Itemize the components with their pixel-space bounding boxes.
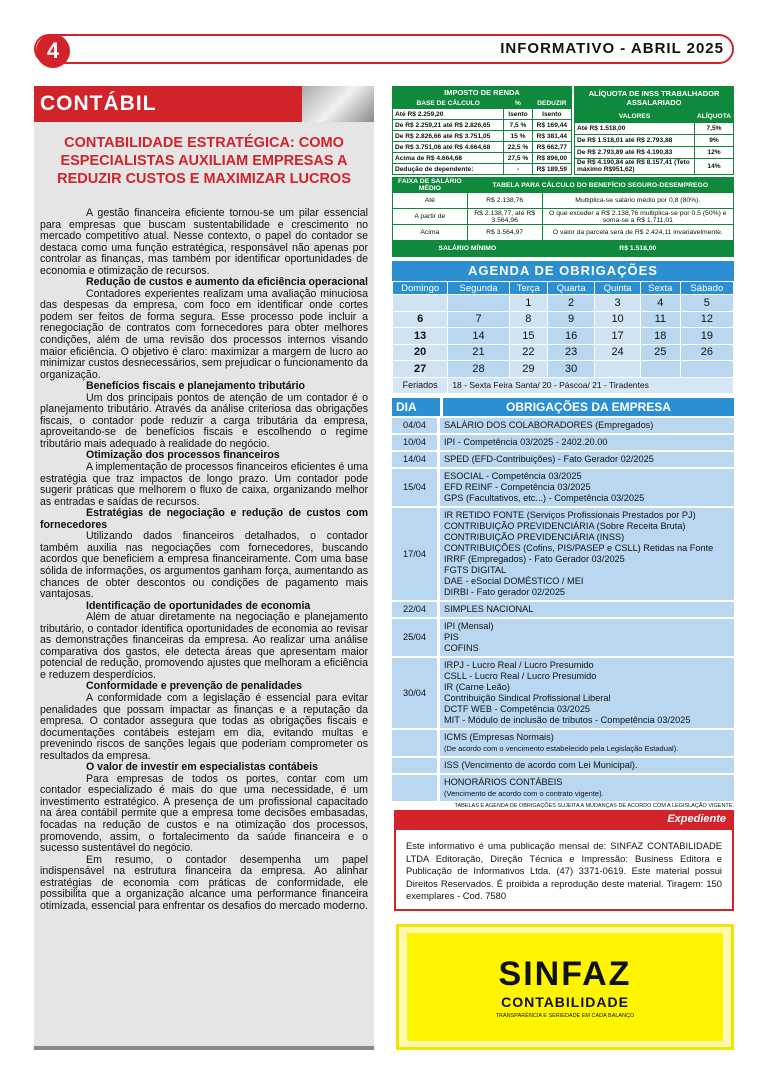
article-paragraph: Contadores experientes realizam uma avaliação minuciosa das despesas da empresa, com foco em identificar onde cortes podem ser feitos de forma segura. Esse processo pode incluir a renegociação de contratos com fornecedores para obter melhores condições, além de uma revisão dos processos internos visando maior eficiência. O objetivo é claro: maximizar a margem de lucro ao minimizar custos desnecessários, sem prejudicar o funcionamento da organização. [40, 287, 368, 381]
tax-tables [392, 86, 734, 175]
salario-minimo-value: R$ 1.518,00 [542, 241, 733, 257]
seguro-h1: FAIXA DE SALÁRIO MÉDIO [393, 178, 468, 193]
obrig-note: TABELAS E AGENDA DE OBRIGAÇÕES SUJEITA A MUDANÇAS DE ACORDO COM A LEGISLAÇÃO VIGENTE. [454, 803, 734, 809]
calendar-day: 9 [547, 311, 594, 328]
seguro-table [392, 177, 734, 257]
article-paragraph: A implementação de processos financeiros eficientes é uma estratégia que traz impactos de longo prazo. Um contador pode sugerir práticas que melhorem o fluxo de caixa, organizando melhor as entradas e saídas de recursos. [40, 461, 368, 508]
ir-cell: Isento [504, 109, 532, 120]
calendar-day: 17 [595, 328, 641, 345]
calendar-week [393, 361, 734, 378]
seguro-cell: O valor da parcela será de R$ 2.424,11 invariavelmente. [542, 225, 733, 241]
obligation-item: CSLL - Lucro Real / Lucro Presumido [444, 671, 597, 681]
article-subheading: Redução de custos e aumento da eficiência operacional [86, 276, 368, 289]
obligation-date: 17/04 [392, 508, 440, 600]
ir-col-header: % [504, 98, 532, 109]
inss-cell: 12% [695, 146, 734, 158]
agenda-title: AGENDA DE OBRIGAÇÕES [392, 261, 734, 281]
calendar-day: 27 [393, 361, 448, 378]
tables-column [392, 86, 734, 809]
logo-tagline: TRANSPARÊNCIA E SERIEDADE EM CADA BALANÇO [495, 1013, 635, 1019]
inss-cell: 7,5% [695, 122, 734, 134]
expediente-title: Expediente [396, 812, 732, 830]
article-paragraph: A conformidade com a legislação é essencial para evitar penalidades que possam impactar as finanças e a reputação da empresa. O contador assegura que todas as obrigações fiscais e documentações contábeis estejam em dia, evitando multas e prevenindo riscos de sanções legais que poderiam comprometer os resultados da empresa. [40, 691, 368, 762]
inss-row [575, 122, 734, 134]
weekday-header: Terça [509, 282, 547, 295]
calendar-day: 13 [393, 328, 448, 345]
obligation-item: DIRBI - Fato gerador 02/2025 [444, 587, 566, 597]
inss-cell: 14% [695, 158, 734, 174]
seguro-row [393, 225, 734, 241]
inss-cell: De R$ 2.793,89 até R$ 4.190,83 [575, 146, 695, 158]
logo-name: SINFAZ [498, 955, 632, 993]
obligation-item: COFINS [444, 643, 479, 653]
obligation-item: ICMS (Empresas Normais) [444, 732, 554, 742]
obligations-table [392, 416, 734, 803]
calendar-week [393, 328, 734, 345]
obligation-item: GPS (Facultativos, etc...) - Competência 03/2025 [444, 493, 645, 503]
obligation-items [440, 619, 734, 656]
ir-cell: 15 % [504, 131, 532, 142]
obligation-item: DAE - eSocial DOMÉSTICO / MEI [444, 576, 584, 586]
calendar-day: 2 [547, 295, 594, 312]
calendar-day: 23 [547, 344, 594, 361]
inss-cell: De R$ 1.518,01 até R$ 2.793,88 [575, 134, 695, 146]
obligation-item: IR RETIDO FONTE (Serviços Profissionais Prestados por PJ) [444, 510, 696, 520]
obligation-items [440, 602, 734, 617]
obligation-row [392, 619, 734, 656]
inss-col-header: VALORES [575, 110, 695, 122]
calendar-day [640, 361, 680, 378]
weekday-header: Quinta [595, 282, 641, 295]
article-paragraph: Para empresas de todos os portes, contar com um contador especializado é mais do que uma necessidade, é um investimento estratégico. A presença de um profissional capacitado na área contábil permite que a empresa tome decisões embasadas, focadas na redução de custos e na otimização dos processos, promovendo, assim, o fortalecimento da saúde financeira e o sucesso sustentável do negócio. [40, 772, 368, 855]
calendar-day [680, 361, 733, 378]
ir-cell: Até R$ 2.259,20 [393, 109, 504, 120]
obligation-item: CONTRIBUIÇÕES (Cofins, PIS/PASEP e CSLL) Retidas na Fonte [444, 543, 714, 553]
obligation-date: 15/04 [392, 469, 440, 506]
ir-cell: Isento [532, 109, 571, 120]
logo-sub: CONTABILIDADE [501, 994, 629, 1010]
obligation-items [440, 658, 734, 728]
section-label: CONTÁBIL [34, 86, 302, 122]
ir-cell: 27,5 % [504, 153, 532, 164]
ir-cell: R$ 189,59 [532, 164, 571, 175]
obligation-item: CONTRIBUIÇÃO PREVIDENCIÁRIA (INSS) [444, 532, 625, 542]
obligation-item: HONORÁRIOS CONTÁBEIS [444, 777, 563, 787]
calendar-day: 5 [680, 295, 733, 312]
agenda-calendar [392, 281, 734, 394]
ir-cell: De R$ 2.259,21 até R$ 2.826,65 [393, 120, 504, 131]
calendar-week [393, 311, 734, 328]
obligation-items [440, 775, 734, 801]
obligation-item: (De acordo com o vencimento estabelecido pela Legislação Estadual). [444, 744, 679, 753]
ir-cell: Acima de R$ 4.664,68 [393, 153, 504, 164]
obligation-date [392, 730, 440, 756]
calendar-day: 14 [448, 328, 509, 345]
ir-cell: De R$ 3.751,06 até R$ 4.664,68 [393, 142, 504, 153]
article-paragraph: A gestão financeira eficiente tornou-se um pilar essencial para empresas que buscam sustentabilidade e crescimento no mercado competitivo atual. Nesse contexto, o papel do contador se destaca como uma função estratégica, responsável não apenas por controlar as finanças, mas também por identificar oportunidades de economia e otimização de recursos. [40, 207, 368, 277]
obligation-item: Contribuição Sindical Profissional Liberal [444, 693, 611, 703]
calendar-day: 8 [509, 311, 547, 328]
article-subheading: Estratégias de negociação e redução de custos com fornecedores [40, 507, 368, 531]
obligation-items [440, 730, 734, 756]
ir-table [392, 86, 572, 175]
obligation-date: 14/04 [392, 452, 440, 467]
obligation-row [392, 602, 734, 617]
seguro-cell: R$ 2.138,76 [467, 193, 542, 209]
calculator-image [302, 86, 374, 122]
expediente-text: Este informativo é uma publicação mensal de: SINFAZ CONTABILIDADE LTDA Editoração, Direção Técnica e Impressão: Business Editora e Publicação de Informativos Ltda. (47) 3371-0619. Este material possui Direitos Reservados. É proibida a reprodução deste material. Tiragem: 150 exemplares - Cod. 7580 [406, 840, 722, 901]
seguro-cell: R$ 3.564,97 [467, 225, 542, 241]
obligation-item: IRPJ - Lucro Real / Lucro Presumido [444, 660, 594, 670]
obligation-item: PIS [444, 632, 459, 642]
obligation-item: ESOCIAL - Competência 03/2025 [444, 471, 582, 481]
obligation-row [392, 469, 734, 506]
seguro-cell: Multiplica-se salário médio por 0,8 (80%). [542, 193, 733, 209]
weekday-header: Domingo [393, 282, 448, 295]
seguro-cell: Até [393, 193, 468, 209]
calendar-day: 4 [640, 295, 680, 312]
obligation-date [392, 758, 440, 773]
inss-cell: 9% [695, 134, 734, 146]
calendar-day: 28 [448, 361, 509, 378]
weekday-header: Segunda [448, 282, 509, 295]
ir-row [393, 153, 572, 164]
obligation-item: SALÁRIO DOS COLABORADORES (Empregados) [444, 420, 654, 430]
inss-title: ALÍQUOTA DE INSS TRABALHADOR ASSALARIADO [575, 87, 734, 111]
calendar-day: 10 [595, 311, 641, 328]
inss-cell: Até R$ 1.518,00 [575, 122, 695, 134]
article-paragraph: Um dos principais pontos de atenção de um contador é o planejamento tributário. Através da análise criteriosa das obrigações fiscais, o contador pode reduzir a carga tributária da empresa, aproveitando-se de benefícios fiscais e escolhendo o regime tributário mais adequado à realidade do negócio. [40, 391, 368, 450]
ir-cell: De R$ 2.826,66 até R$ 3.751,05 [393, 131, 504, 142]
article-subheading: Benefícios fiscais e planejamento tributário [86, 380, 305, 393]
calendar-day: 24 [595, 344, 641, 361]
calendar-day: 18 [640, 328, 680, 345]
article-paragraph: Utilizando dados financeiros detalhados, o contador também auxilia nas negociações com fornecedores, buscando acordos que beneficiem a empresa financeiramente. Com uma base sólida de informações, os argumentos ganham força, aumentando as chances de obter descontos ou condições de pagamento mais vantajosas. [40, 530, 368, 601]
obligation-items [440, 469, 734, 506]
ir-cell: 22,5 % [504, 142, 532, 153]
ir-title: IMPOSTO DE RENDA [393, 87, 572, 98]
page-number: 4 [36, 34, 70, 68]
seguro-row [393, 193, 734, 209]
calendar-day: 1 [509, 295, 547, 312]
ir-row [393, 109, 572, 120]
calendar-day: 19 [680, 328, 733, 345]
ir-cell: R$ 662,77 [532, 142, 571, 153]
calendar-day: 20 [393, 344, 448, 361]
obligation-item: IR (Carne Leão) [444, 682, 510, 692]
ir-row [393, 120, 572, 131]
inss-row [575, 146, 734, 158]
obligation-items [440, 418, 734, 433]
article-subheading: O valor de investir em especialistas contábeis [86, 761, 318, 774]
dia-header: DIA [392, 398, 440, 416]
seguro-cell: A partir de [393, 209, 468, 225]
article-column [34, 86, 374, 1050]
obligation-row [392, 758, 734, 773]
inss-col-header: ALÍQUOTA [695, 110, 734, 122]
inss-cell: De R$ 4.190,84 até R$ 8.157,41 (Teto máximo R$951,62) [575, 158, 695, 174]
ir-cell: R$ 169,44 [532, 120, 571, 131]
obligation-date: 25/04 [392, 619, 440, 656]
calendar-day: 30 [547, 361, 594, 378]
obligation-items [440, 435, 734, 450]
calendar-day: 7 [448, 311, 509, 328]
weekday-header: Quarta [547, 282, 594, 295]
obligation-row [392, 435, 734, 450]
newsletter-title: INFORMATIVO - ABRIL 2025 [500, 40, 724, 57]
obligation-item: SIMPLES NACIONAL [444, 604, 534, 614]
calendar-day: 22 [509, 344, 547, 361]
obligation-date: 04/04 [392, 418, 440, 433]
obligation-row [392, 775, 734, 801]
calendar-day [448, 295, 509, 312]
obrig-title: OBRIGAÇÕES DA EMPRESA [443, 398, 734, 416]
inss-table [574, 86, 734, 175]
article-subheading: Otimização dos processos financeiros [86, 449, 280, 462]
obligation-item: CONTRIBUIÇÃO PREVIDENCIÁRIA (Sobre Receita Bruta) [444, 521, 686, 531]
calendar-day: 29 [509, 361, 547, 378]
calendar-day [595, 361, 641, 378]
sinfaz-logo [396, 924, 734, 1050]
obligation-date: 22/04 [392, 602, 440, 617]
ir-row [393, 131, 572, 142]
inss-row [575, 134, 734, 146]
obligation-row [392, 508, 734, 600]
obligation-item: IPI - Competência 03/2025 - 2402.20.00 [444, 437, 608, 447]
calendar-day: 6 [393, 311, 448, 328]
obligation-item: (Vencimento de acordo com o contrato vigente). [444, 789, 604, 798]
salario-minimo-label: SALÁRIO MÍNIMO [393, 241, 543, 257]
inss-row [575, 158, 734, 174]
expediente-box [394, 810, 734, 911]
calendar-day: 16 [547, 328, 594, 345]
article-paragraph: Além de atuar diretamente na negociação e planejamento tributário, o contador identifica oportunidades de economia ao revisar as demonstrações financeiras da empresa. Ao realizar uma análise comparativa dos gastos, ele detecta áreas que apresentam maior potencial de redução, promovendo ajustes que melhoram a eficiência e reduzem desperdícios. [40, 611, 368, 681]
obligation-row [392, 658, 734, 728]
obligation-item: ISS (Vencimento de acordo com Lei Municipal). [444, 760, 638, 770]
ir-row [393, 164, 572, 175]
article-subheading: Conformidade e prevenção de penalidades [86, 680, 303, 693]
obligation-date: 10/04 [392, 435, 440, 450]
obligation-row [392, 730, 734, 756]
obligation-item: IRRF (Empregados) - Fato Gerador 03/2025 [444, 554, 625, 564]
weekday-header: Sábado [680, 282, 733, 295]
ir-cell: R$ 896,00 [532, 153, 571, 164]
ir-cell: R$ 381,44 [532, 131, 571, 142]
obligation-item: IPI (Mensal) [444, 621, 494, 631]
obligation-items [440, 508, 734, 600]
ir-col-header: DEDUZIR [532, 98, 571, 109]
article-paragraph: Em resumo, o contador desempenha um papel indispensável na estrutura financeira da empresa. Ao alinhar estratégias de economia com práticas de conformidade, ele possibilita que a organização alcance uma performance financeira otimizada, essencial para enfrentar os desafios do mercado moderno. [40, 853, 368, 912]
calendar-day: 15 [509, 328, 547, 345]
ir-row [393, 142, 572, 153]
obligation-items [440, 452, 734, 467]
seguro-cell: Acima [393, 225, 468, 241]
calendar-day: 11 [640, 311, 680, 328]
article-subheading: Identificação de oportunidades de economia [86, 599, 311, 612]
calendar-day: 25 [640, 344, 680, 361]
calendar-day: 12 [680, 311, 733, 328]
calendar-day: 3 [595, 295, 641, 312]
calendar-day: 21 [448, 344, 509, 361]
calendar-day: 26 [680, 344, 733, 361]
ir-cell: 7,5 % [504, 120, 532, 131]
ir-cell: Dedução de dependente: [393, 164, 504, 175]
obligation-item: FGTS DIGITAL [444, 565, 507, 575]
obligation-item: EFD REINF - Competência 03/2025 [444, 482, 591, 492]
calendar-week [393, 344, 734, 361]
obligation-items [440, 758, 734, 773]
obligation-row [392, 452, 734, 467]
obligation-date: 30/04 [392, 658, 440, 728]
calendar-day [393, 295, 448, 312]
article-body [40, 208, 368, 912]
obligation-item: DCTF WEB - Competência 03/2025 [444, 704, 591, 714]
obligation-row [392, 418, 734, 433]
seguro-row [393, 209, 734, 225]
seguro-cell: R$ 2.138,77, até R$ 3.564,96 [467, 209, 542, 225]
ir-cell: - [504, 164, 532, 175]
seguro-h2: TABELA PARA CÁLCULO DO BENEFÍCIO SEGURO-DESEMPREGO [467, 178, 733, 193]
weekday-header: Sexta [640, 282, 680, 295]
feriados-text: 18 - Sexta Feira Santa/ 20 - Páscoa/ 21 - Tiradentes [448, 377, 734, 394]
ir-col-header: BASE DE CÁLCULO [393, 98, 504, 109]
obrig-header [392, 398, 734, 416]
obligation-item: SPED (EFD-Contribuições) - Fato Gerador 02/2025 [444, 454, 654, 464]
obligation-date [392, 775, 440, 801]
article-title: CONTABILIDADE ESTRATÉGICA: COMO ESPECIALISTAS AUXILIAM EMPRESAS A REDUZIR CUSTOS E MAXIMIZAR LUCROS [57, 135, 351, 187]
seguro-cell: O que exceder a R$ 2.138,76 multiplica-se por 0.5 (50%) e soma-se a R$ 1.711,01 [542, 209, 733, 225]
calendar-week [393, 295, 734, 312]
obligation-item: MIT - Módulo de inclusão de tributos - Competência 03/2025 [444, 715, 691, 725]
feriados-label: Feriados [393, 377, 448, 394]
